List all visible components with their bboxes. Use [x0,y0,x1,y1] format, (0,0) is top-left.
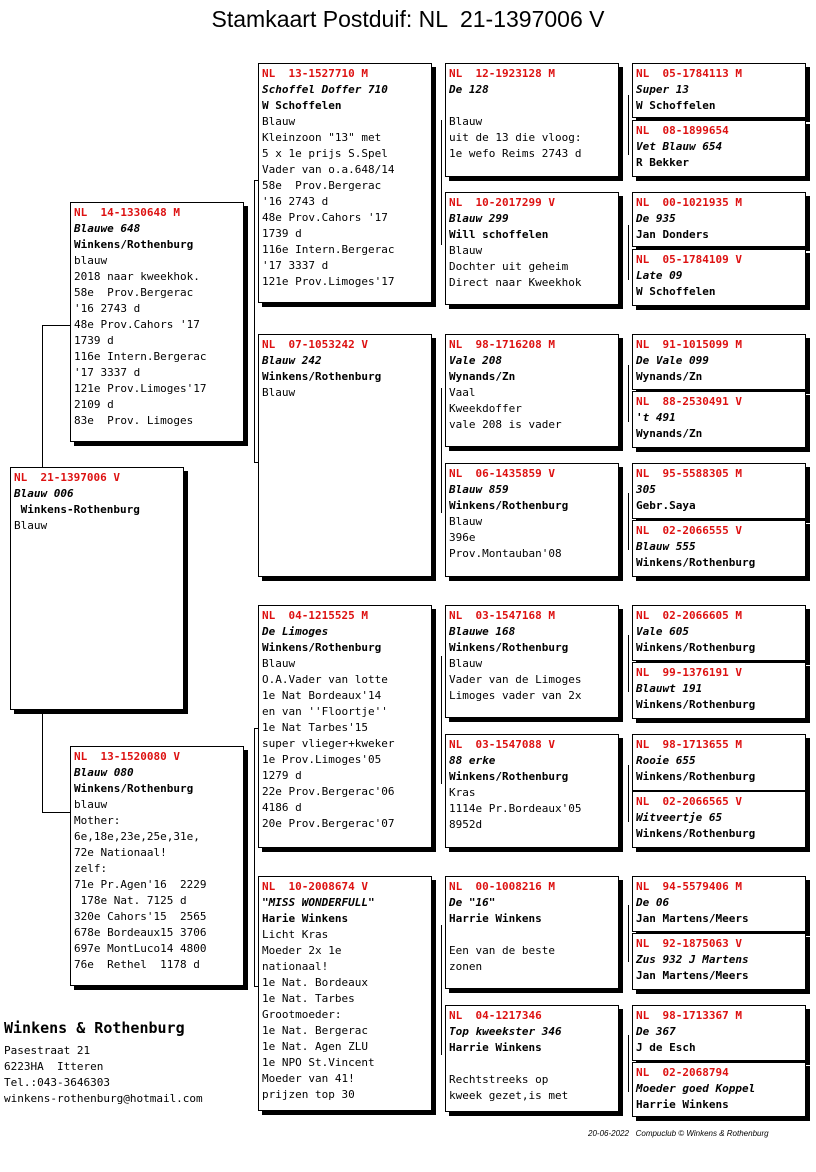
pigeon-note: 2018 naar kweekhok. [74,270,200,283]
connector-line [254,728,255,986]
ring-number: NL 14-1330648 M [74,206,180,219]
pigeon-note: '17 3337 d [74,366,141,379]
pigeon-owner: Jan Donders [636,228,709,241]
ring-number: NL 88-2530491 V [636,395,742,408]
pigeon-name: Blauwe 168 [449,625,516,638]
connector-line [441,656,442,784]
ring-number: NL 95-5588305 M [636,467,742,480]
pigeon-note: 48e Prov.Cahors '17 [262,211,388,224]
ring-number: NL 05-1784109 V [636,253,742,266]
pigeon-name: Vale 605 [636,625,689,638]
pigeon-name: 88 erke [449,754,496,767]
pigeon-note: 1e Nat. Bordeaux [262,976,368,989]
pigeon-name: De 935 [636,212,676,225]
pigeon-name: Moeder goed Koppel [636,1082,756,1095]
pigeon-note: Kweekdoffer [449,402,522,415]
grandparent-card[interactable] [258,605,432,848]
pigeon-name: De 128 [449,83,489,96]
pigeon-owner: Winkens/Rothenburg [449,641,569,654]
ring-number: NL 13-1527710 M [262,67,368,80]
pigeon-note: 20e Prov.Bergerac'07 [262,817,395,830]
pigeon-note: 320e Cahors'15 2565 [74,910,207,923]
connector-line [42,325,70,326]
pigeon-note: 22e Prov.Bergerac'06 [262,785,395,798]
parent-card-mother[interactable] [70,746,244,986]
pigeon-note: Blauw [449,657,483,670]
pigeon-owner: J de Esch [636,1041,696,1054]
pigeon-note: Vader van de Limoges [449,673,582,686]
ring-number: NL 05-1784113 M [636,67,742,80]
gen4-card[interactable] [632,791,806,848]
pigeon-note: 6e,18e,23e,25e,31e, [74,830,200,843]
ring-number: NL 10-2008674 V [262,880,368,893]
address-email[interactable]: winkens-rothenburg@hotmail.com [4,1092,203,1105]
pigeon-name: Super 13 [636,83,689,96]
gen4-card[interactable] [632,876,806,932]
pigeon-owner: Wynands/Zn [636,370,703,383]
pigeon-name: Blauw 242 [262,354,322,367]
connector-line [42,713,43,813]
connector-line [42,325,43,470]
pigeon-owner: Winkens/Rothenburg [74,238,194,251]
pigeon-note: 1e Prov.Limoges'05 [262,753,382,766]
pigeon-note: Moeder van 41! [262,1072,355,1085]
ring-number: NL 99-1376191 V [636,666,742,679]
ring-number: NL 02-2066555 V [636,524,742,537]
pigeon-owner: Wynands/Zn [636,427,703,440]
pigeon-owner: Wynands/Zn [449,370,516,383]
pigeon-note: 48e Prov.Cahors '17 [74,318,200,331]
ring-number: NL 13-1520080 V [74,750,180,763]
ring-number: NL 92-1875063 V [636,937,742,950]
pigeon-note: zelf: [74,862,108,875]
gen4-card[interactable] [632,662,806,719]
pigeon-note: Dochter uit geheim [449,260,569,273]
ring-number: NL 98-1713655 M [636,738,742,751]
gen4-card[interactable] [632,192,806,247]
pigeon-owner: Winkens/Rothenburg [262,641,382,654]
subject-pigeon-card[interactable] [10,467,184,710]
pigeon-note: Blauw [262,657,296,670]
pigeon-note: Blauw [262,115,296,128]
pigeon-note [449,927,615,943]
pigeon-note: 121e Prov.Limoges'17 [74,382,207,395]
footer-note: 20-06-2022 Compuclub © Winkens & Rothenburg [588,1129,769,1138]
pigeon-name: Blauw 006 [14,487,74,500]
pigeon-note: 83e Prov. Limoges [74,414,194,427]
pigeon-note: Direct naar Kweekhok [449,276,582,289]
pigeon-owner: Will schoffelen [449,228,549,241]
pigeon-note: Mother: [74,814,121,827]
connector-line [441,120,442,245]
ring-number: NL 02-2066565 V [636,795,742,808]
connector-line [628,765,629,822]
connector-line [628,635,629,692]
pigeon-note: 71e Pr.Agen'16 2229 [74,878,207,891]
pigeon-name: De Limoges [262,625,329,638]
pigeon-note: vale 208 is vader [449,418,562,431]
ring-number: NL 02-2066605 M [636,609,742,622]
gen4-card[interactable] [632,391,806,448]
breeder-name: Winkens & Rothenburg [4,1019,185,1037]
pigeon-owner: Jan Martens/Meers [636,912,749,925]
pigeon-name: Schoffel Doffer 710 [262,83,388,96]
gen4-card[interactable] [632,734,806,791]
pigeon-owner: W Schoffelen [636,285,716,298]
ring-number: NL 10-2017299 V [449,196,555,209]
pigeon-note: Een van de beste [449,944,555,957]
pigeon-note: Blauw [14,519,48,532]
pigeon-note: Vaal [449,386,476,399]
pigeon-note: 396e [449,531,476,544]
pigeon-note: Licht Kras [262,928,329,941]
pigeon-note: 1739 d [74,334,114,347]
pigeon-name: Vet Blauw 654 [636,140,723,153]
pigeon-name: Vale 208 [449,354,502,367]
connector-line [254,180,255,463]
gen4-card[interactable] [632,249,806,306]
ring-number: NL 03-1547088 V [449,738,555,751]
ring-number: NL 94-5579406 M [636,880,742,893]
pigeon-note: 1279 d [262,769,302,782]
pigeon-note: kweek gezet,is met [449,1089,569,1102]
pigeon-name: Rooie 655 [636,754,696,767]
gen4-card[interactable] [632,520,806,577]
pigeon-note: Blauw [262,386,296,399]
ring-number: NL 98-1713367 M [636,1009,742,1022]
great-grandparent-card[interactable] [445,463,619,577]
pigeon-note: Kleinzoon "13" met [262,131,382,144]
great-grandparent-card[interactable] [445,876,619,989]
address-street: Pasestraat 21 [4,1044,91,1057]
pigeon-note: prijzen top 30 [262,1088,355,1101]
pigeon-note: 72e Nationaal! [74,846,167,859]
pigeon-note: Grootmoeder: [262,1008,342,1021]
ring-number: NL 03-1547168 M [449,609,555,622]
address-city: 6223HA Itteren [4,1060,104,1073]
pigeon-note: 76e Rethel 1178 d [74,958,200,971]
great-grandparent-card[interactable] [445,63,619,177]
pigeon-note: Limoges vader van 2x [449,689,582,702]
address-phone: Tel.:043-3646303 [4,1076,110,1089]
pigeon-owner: Harrie Winkens [636,1098,729,1111]
pigeon-note: 4186 d [262,801,302,814]
pigeon-note: O.A.Vader van lotte [262,673,388,686]
pigeon-note: blauw [74,254,108,267]
connector-line [628,493,629,550]
ring-number: NL 04-1217346 [449,1009,542,1022]
great-grandparent-card[interactable] [445,734,619,848]
pigeon-owner: W Schoffelen [262,99,342,112]
pigeon-note: 8952d [449,818,483,831]
pigeon-note: Blauw [449,115,483,128]
pigeon-name: De 367 [636,1025,676,1038]
pigeon-owner: Winkens/Rothenburg [636,556,756,569]
pigeon-note: zonen [449,960,483,973]
great-grandparent-card[interactable] [445,1005,619,1112]
ring-number: NL 21-1397006 V [14,471,120,484]
connector-line [441,388,442,513]
pigeon-note: Prov.Montauban'08 [449,547,562,560]
ring-number: NL 08-1899654 [636,124,729,137]
gen4-card[interactable] [632,463,806,519]
connector-line [628,95,629,155]
pigeon-note: nationaal! [262,960,329,973]
pigeon-note: 58e Prov.Bergerac [74,286,194,299]
ring-number: NL 02-2068794 [636,1066,729,1079]
connector-line [628,365,629,422]
grandparent-card[interactable] [258,334,432,577]
gen4-card[interactable] [632,933,806,990]
ring-number: NL 98-1716208 M [449,338,555,351]
breeder-address [4,1043,203,1107]
pigeon-name: Witveertje 65 [636,811,723,824]
pigeon-name: Blauw 299 [449,212,509,225]
pigeon-owner: Winkens/Rothenburg [636,827,756,840]
pigeon-name: Blauw 080 [74,766,134,779]
pigeon-owner: Winkens/Rothenburg [449,499,569,512]
ring-number: NL 04-1215525 M [262,609,368,622]
pigeon-note: 1e Nat Bordeaux'14 [262,689,382,702]
ring-number: NL 91-1015099 M [636,338,742,351]
page-title: Stamkaart Postduif: NL 21-1397006 V [211,6,605,32]
pigeon-note: 1e Nat. Tarbes [262,992,355,1005]
pigeon-note: 1e NPO St.Vincent [262,1056,375,1069]
gen4-card[interactable] [632,605,806,661]
ring-number: NL 12-1923128 M [449,67,555,80]
gen4-card[interactable] [632,1005,806,1061]
gen4-card[interactable] [632,120,806,177]
pigeon-note: en van ''Floortje'' [262,705,388,718]
pigeon-note [449,1056,615,1072]
pigeon-owner: Winkens/Rothenburg [636,770,756,783]
pigeon-note: '16 2743 d [262,195,329,208]
ring-number: NL 00-1021935 M [636,196,742,209]
parent-card-father[interactable] [70,202,244,442]
grandparent-card[interactable] [258,63,432,303]
pigeon-note: blauw [74,798,108,811]
ring-number: NL 00-1008216 M [449,880,555,893]
pigeon-note: 121e Prov.Limoges'17 [262,275,395,288]
pigeon-name: 305 [636,483,656,496]
connector-line [628,1035,629,1092]
pigeon-note: 1e Nat. Agen ZLU [262,1040,368,1053]
pigeon-owner: Winkens/Rothenburg [636,698,756,711]
gen4-card[interactable] [632,1062,806,1117]
connector-line [628,905,629,962]
pigeon-name: Late 09 [636,269,683,282]
gen4-card[interactable] [632,63,806,118]
pigeon-note: 1739 d [262,227,302,240]
pigeon-owner: Gebr.Saya [636,499,696,512]
pigeon-note: 116e Intern.Bergerac [262,243,395,256]
great-grandparent-card[interactable] [445,334,619,447]
pigeon-note: 5 x 1e prijs S.Spel [262,147,388,160]
pigeon-note: '16 2743 d [74,302,141,315]
pigeon-note: 1114e Pr.Bordeaux'05 [449,802,582,815]
great-grandparent-card[interactable] [445,605,619,718]
pigeon-note: '17 3337 d [262,259,329,272]
pigeon-name: "MISS WONDERFULL" [262,896,375,909]
gen4-card[interactable] [632,334,806,390]
pigeon-owner: Jan Martens/Meers [636,969,749,982]
ring-number: NL 06-1435859 V [449,467,555,480]
pigeon-owner: W Schoffelen [636,99,716,112]
pigeon-note: super vlieger+kweker [262,737,395,750]
pigeon-name: Blauw 859 [449,483,509,496]
pigeon-owner: Harie Winkens [262,912,349,925]
pigeon-owner: Harrie Winkens [449,912,542,925]
connector-line [628,225,629,280]
pigeon-name: De Vale 099 [636,354,709,367]
ring-number: NL 07-1053242 V [262,338,368,351]
pigeon-note: 1e Nat Tarbes'15 [262,721,368,734]
pigeon-name: 't 491 [636,411,676,424]
pigeon-note: 1e Nat. Bergerac [262,1024,368,1037]
pigeon-name: Top kweekster 346 [449,1025,562,1038]
pigeon-note: 116e Intern.Bergerac [74,350,207,363]
pigeon-owner: Winkens/Rothenburg [262,370,382,383]
pigeon-name: Zus 932 J Martens [636,953,749,966]
pigeon-note: Blauw [449,244,483,257]
pigeon-note: 697e MontLuco14 4800 [74,942,207,955]
grandparent-card[interactable] [258,876,432,1111]
pigeon-note: Vader van o.a.648/14 [262,163,395,176]
connector-line [441,925,442,1055]
pigeon-note: 178e Nat. 7125 d [74,894,187,907]
great-grandparent-card[interactable] [445,192,619,305]
connector-line [42,812,70,813]
pigeon-owner: R Bekker [636,156,689,169]
pigeon-owner: Winkens/Rothenburg [449,770,569,783]
pigeon-owner: Winkens/Rothenburg [636,641,756,654]
pigeon-note: uit de 13 die vloog: [449,131,582,144]
pigeon-note: Moeder 2x 1e [262,944,342,957]
pigeon-name: De "16" [449,896,496,909]
pigeon-note: Kras [449,786,476,799]
pigeon-note: Blauw [449,515,483,528]
pigeon-note: 58e Prov.Bergerac [262,179,382,192]
pigeon-name: Blauw 555 [636,540,696,553]
pigeon-note: Rechtstreeks op [449,1073,549,1086]
pigeon-name: Blauwt 191 [636,682,703,695]
pigeon-owner: Winkens/Rothenburg [74,782,194,795]
pigeon-name: De 06 [636,896,670,909]
pigeon-owner [449,98,615,114]
pigeon-note: 678e Bordeaux15 3706 [74,926,207,939]
pigeon-owner: Harrie Winkens [449,1041,542,1054]
pigeon-note: 1e wefo Reims 2743 d [449,147,582,160]
pigeon-name: Blauwe 648 [74,222,141,235]
pigeon-owner: Winkens-Rothenburg [14,503,140,516]
pigeon-note: 2109 d [74,398,114,411]
